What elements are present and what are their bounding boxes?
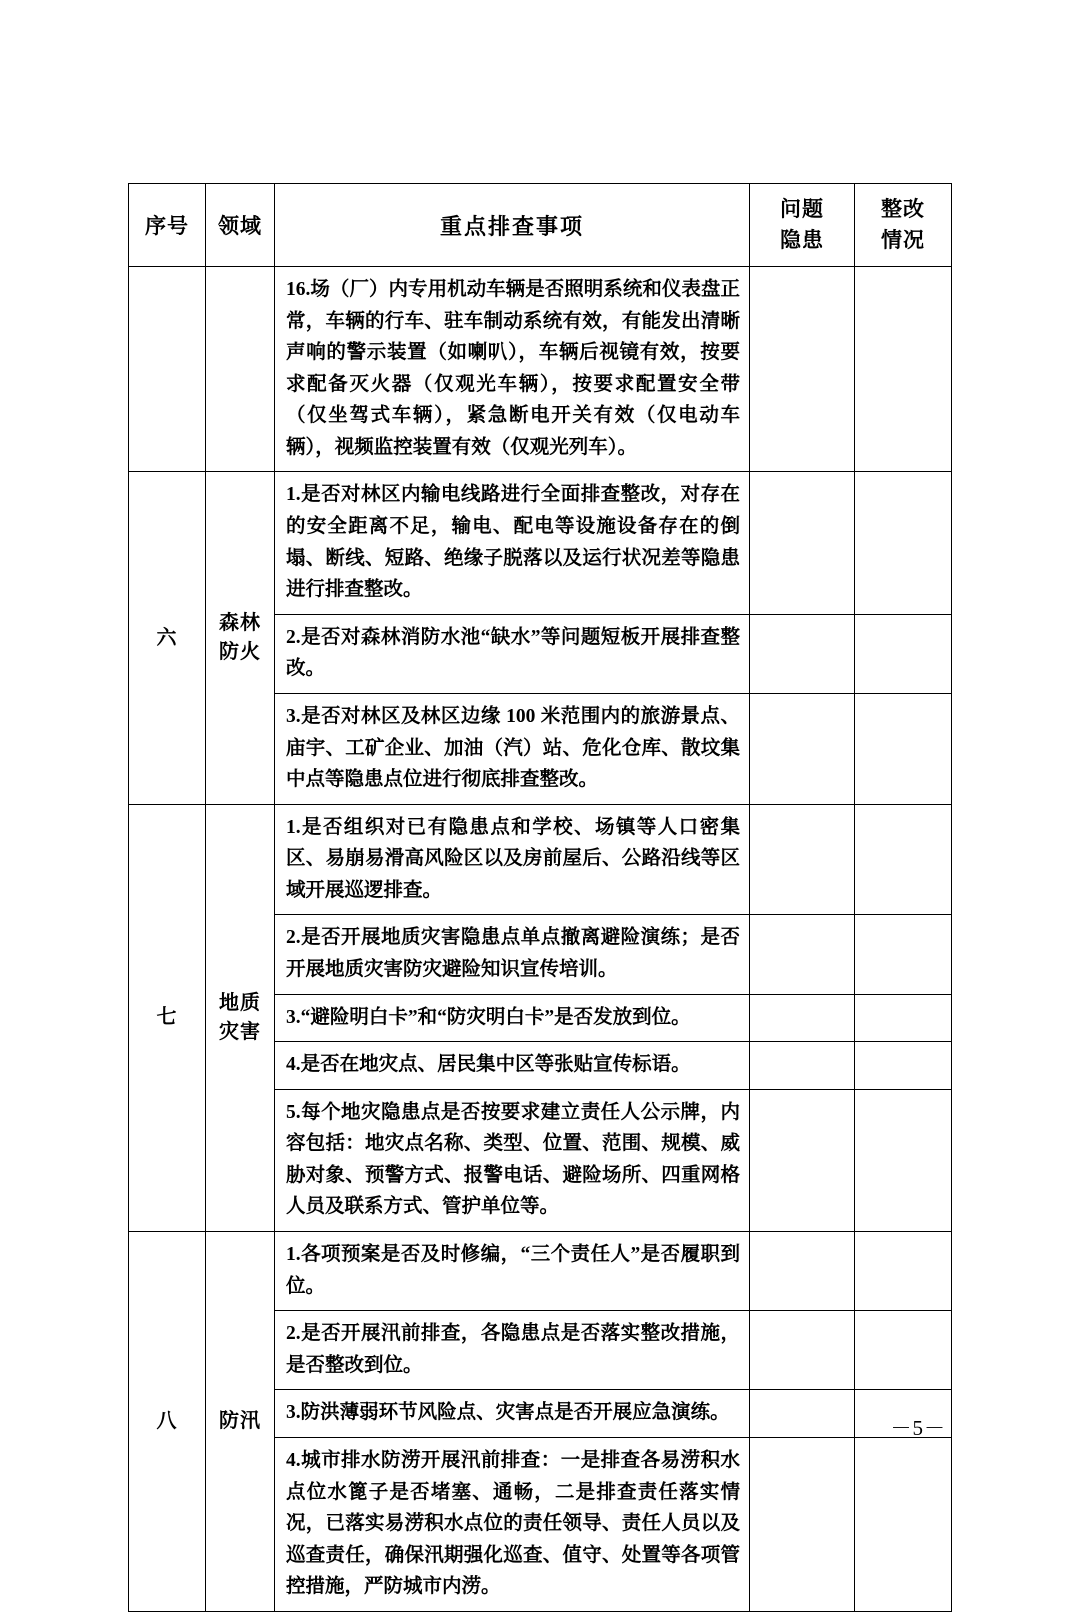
cell-fix[interactable]: [855, 1232, 952, 1311]
cell-item: 3.“避险明白卡”和“防灾明白卡”是否发放到位。: [275, 994, 750, 1042]
page-number: －5－: [890, 1416, 946, 1440]
cell-issue[interactable]: [750, 1311, 855, 1390]
cell-issue[interactable]: [750, 267, 855, 472]
cell-item: 5.每个地灾隐患点是否按要求建立责任人公示牌，内容包括：地灾点名称、类型、位置、范围、规模、威胁对象、预警方式、报警电话、避险场所、四重网格人员及联系方式、管护单位等。: [275, 1089, 750, 1231]
cell-issue[interactable]: [750, 1232, 855, 1311]
cell-area: [206, 804, 275, 1231]
cell-item: 1.是否对林区内输电线路进行全面排查整改，对存在的安全距离不足，输电、配电等设施设备存在的倒塌、断线、短路、绝缘子脱落以及运行状况差等隐患进行排查整改。: [275, 472, 750, 614]
cell-fix[interactable]: [855, 267, 952, 472]
cell-no: [129, 267, 206, 472]
cell-fix[interactable]: [855, 472, 952, 614]
cell-area: 防汛: [206, 1232, 275, 1612]
cell-issue[interactable]: [750, 1437, 855, 1611]
cell-fix[interactable]: [855, 804, 952, 915]
cell-fix[interactable]: [855, 915, 952, 994]
cell-area-line1: 地质: [219, 991, 261, 1014]
inspection-table: [128, 183, 952, 1612]
cell-area-line2: 防火: [219, 641, 261, 664]
cell-item: 2.是否开展汛前排查，各隐患点是否落实整改措施，是否整改到位。: [275, 1311, 750, 1390]
column-header-issue: [750, 184, 855, 267]
column-header-issue-line1: 问题: [780, 196, 824, 221]
column-header-fix-line2: 情况: [881, 228, 925, 252]
table-row: [129, 804, 952, 915]
cell-item: 3.是否对林区及林区边缘 100 米范围内的旅游景点、庙宇、工矿企业、加油（汽）站、危化仓库、散坟集中点等隐患点位进行彻底排查整改。: [275, 693, 750, 804]
cell-fix[interactable]: [855, 614, 952, 693]
column-header-no: 序号: [129, 184, 206, 267]
cell-item: 2.是否对森林消防水池“缺水”等问题短板开展排查整改。: [275, 614, 750, 693]
cell-issue[interactable]: [750, 994, 855, 1042]
cell-area: [206, 472, 275, 804]
cell-item: 4.是否在地灾点、居民集中区等张贴宣传标语。: [275, 1042, 750, 1090]
cell-no: 六: [129, 472, 206, 804]
cell-issue[interactable]: [750, 1390, 855, 1438]
cell-area-line1: 森林: [219, 612, 261, 635]
cell-fix[interactable]: [855, 1437, 952, 1611]
cell-issue[interactable]: [750, 693, 855, 804]
cell-area-line2: 灾害: [219, 1020, 261, 1043]
cell-issue[interactable]: [750, 1089, 855, 1231]
cell-item: 4.城市排水防涝开展汛前排查：一是排查各易涝积水点位水篦子是否堵塞、通畅，二是排查责任落实情况，已落实易涝积水点位的责任领导、责任人员以及巡查责任，确保汛期强化巡查、值守、处置等各项管控措施，严防城市内涝。: [275, 1437, 750, 1611]
table-head: [129, 184, 952, 267]
cell-issue[interactable]: [750, 472, 855, 614]
column-header-issue-line2: 隐患: [780, 228, 824, 252]
cell-fix[interactable]: [855, 1042, 952, 1090]
cell-no: 八: [129, 1232, 206, 1612]
cell-fix[interactable]: [855, 994, 952, 1042]
cell-fix[interactable]: [855, 1089, 952, 1231]
cell-issue[interactable]: [750, 614, 855, 693]
table-row: [129, 267, 952, 472]
table-row: [129, 472, 952, 614]
cell-issue[interactable]: [750, 804, 855, 915]
cell-issue[interactable]: [750, 1042, 855, 1090]
table-row: [129, 1232, 952, 1311]
cell-item: 2.是否开展地质灾害隐患点单点撤离避险演练；是否开展地质灾害防灾避险知识宣传培训。: [275, 915, 750, 994]
table-header-row: [129, 184, 952, 267]
table-body: [129, 267, 952, 1612]
column-header-fix: [855, 184, 952, 267]
cell-area: [206, 267, 275, 472]
cell-no: 七: [129, 804, 206, 1231]
cell-fix[interactable]: [855, 693, 952, 804]
column-header-item: 重点排查事项: [275, 184, 750, 267]
cell-item: 1.是否组织对已有隐患点和学校、场镇等人口密集区、易崩易滑高风险区以及房前屋后、公路沿线等区域开展巡逻排查。: [275, 804, 750, 915]
cell-issue[interactable]: [750, 915, 855, 994]
column-header-fix-line1: 整改: [881, 196, 925, 221]
cell-item: 16.场（厂）内专用机动车辆是否照明系统和仪表盘正常，车辆的行车、驻车制动系统有效，有能发出清晰声响的警示装置（如喇叭），车辆后视镜有效，按要求配备灭火器（仅观光车辆），按要求配置安全带（仅坐驾式车辆），紧急断电开关有效（仅电动车辆），视频监控装置有效（仅观光列车）。: [275, 267, 750, 472]
column-header-area: 领域: [206, 184, 275, 267]
cell-fix[interactable]: [855, 1311, 952, 1390]
cell-item: 3.防洪薄弱环节风险点、灾害点是否开展应急演练。: [275, 1390, 750, 1438]
cell-item: 1.各项预案是否及时修编，“三个责任人”是否履职到位。: [275, 1232, 750, 1311]
